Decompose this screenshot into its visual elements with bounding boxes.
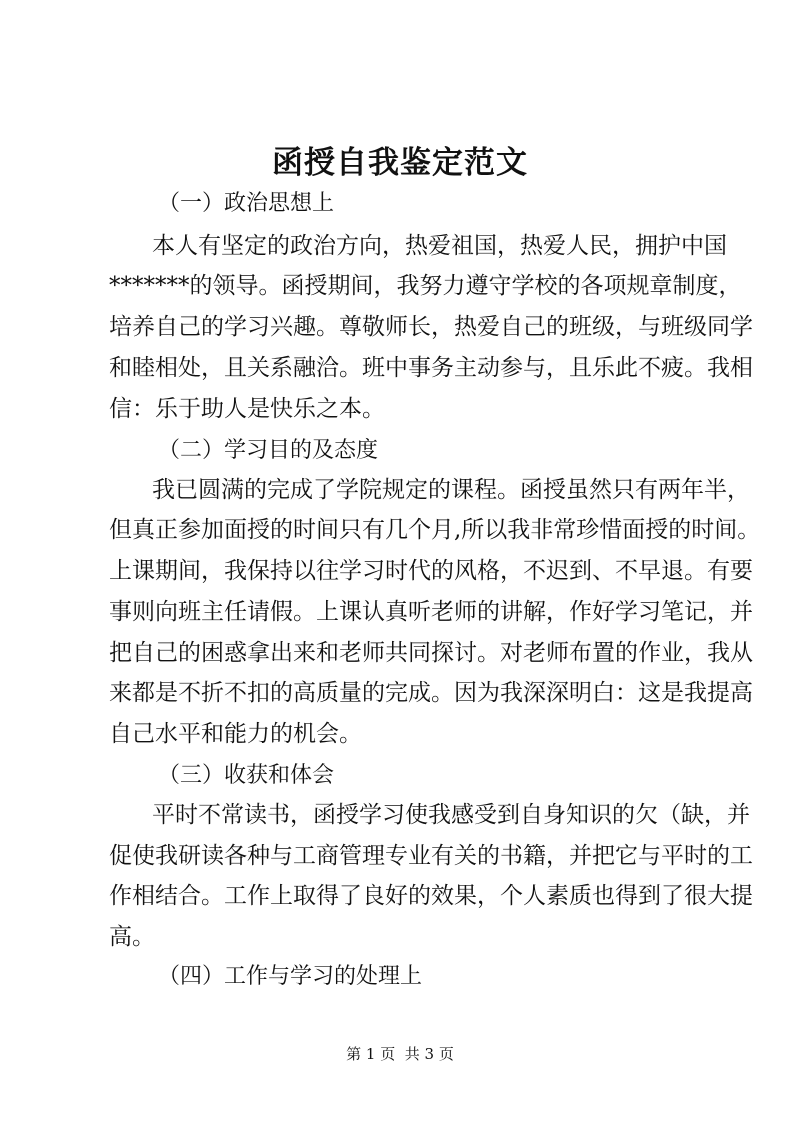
section-heading-4: （四）工作与学习的处理上: [158, 964, 423, 989]
paragraph-line: 自己水平和能力的机会。: [109, 721, 362, 747]
document-title: 函授自我鉴定范文: [272, 145, 528, 181]
paragraph-line: 作相结合。工作上取得了良好的效果，个人素质也得到了很大提: [109, 883, 753, 909]
section-heading-3: （三）收获和体会: [158, 763, 335, 788]
page-number-footer: 第 1 页 共 3 页: [346, 1045, 454, 1063]
paragraph-line: 来都是不折不扣的高质量的完成。因为我深深明白：这是我提高: [109, 680, 753, 706]
paragraph-line: 把自己的困惑拿出来和老师共同探讨。对老师布置的作业，我从: [109, 640, 753, 666]
paragraph-line: 高。: [109, 924, 155, 950]
paragraph-line: *******的领导。函授期间，我努力遵守学校的各项规章制度，: [109, 273, 742, 299]
paragraph-line: 培养自己的学习兴趣。尊敬师长，热爱自己的班级，与班级同学: [109, 314, 753, 340]
paragraph-line: 促使我研读各种与工商管理专业有关的书籍，并把它与平时的工: [109, 843, 753, 869]
section-heading-1: （一）政治思想上: [158, 191, 335, 216]
section-heading-2: （二）学习目的及态度: [158, 438, 379, 463]
paragraph-line: 平时不常读书，函授学习使我感受到自身知识的欠（缺，并: [152, 802, 750, 828]
paragraph-line: 和睦相处，且关系融洽。班中事务主动参与，且乐此不疲。我相: [109, 355, 753, 381]
paragraph-line: 信：乐于助人是快乐之本。: [109, 396, 385, 422]
paragraph-line: 上课期间，我保持以往学习时代的风格，不迟到、不早退。有要: [109, 558, 753, 584]
paragraph-line: 本人有坚定的政治方向，热爱祖国，热爱人民，拥护中国: [152, 233, 727, 259]
paragraph-line: 但真正参加面授的时间只有几个月,所以我非常珍惜面授的时间。: [109, 517, 761, 543]
paragraph-line: 我已圆满的完成了学院规定的课程。函授虽然只有两年半，: [152, 477, 750, 503]
paragraph-line: 事则向班主任请假。上课认真听老师的讲解，作好学习笔记，并: [109, 599, 753, 625]
